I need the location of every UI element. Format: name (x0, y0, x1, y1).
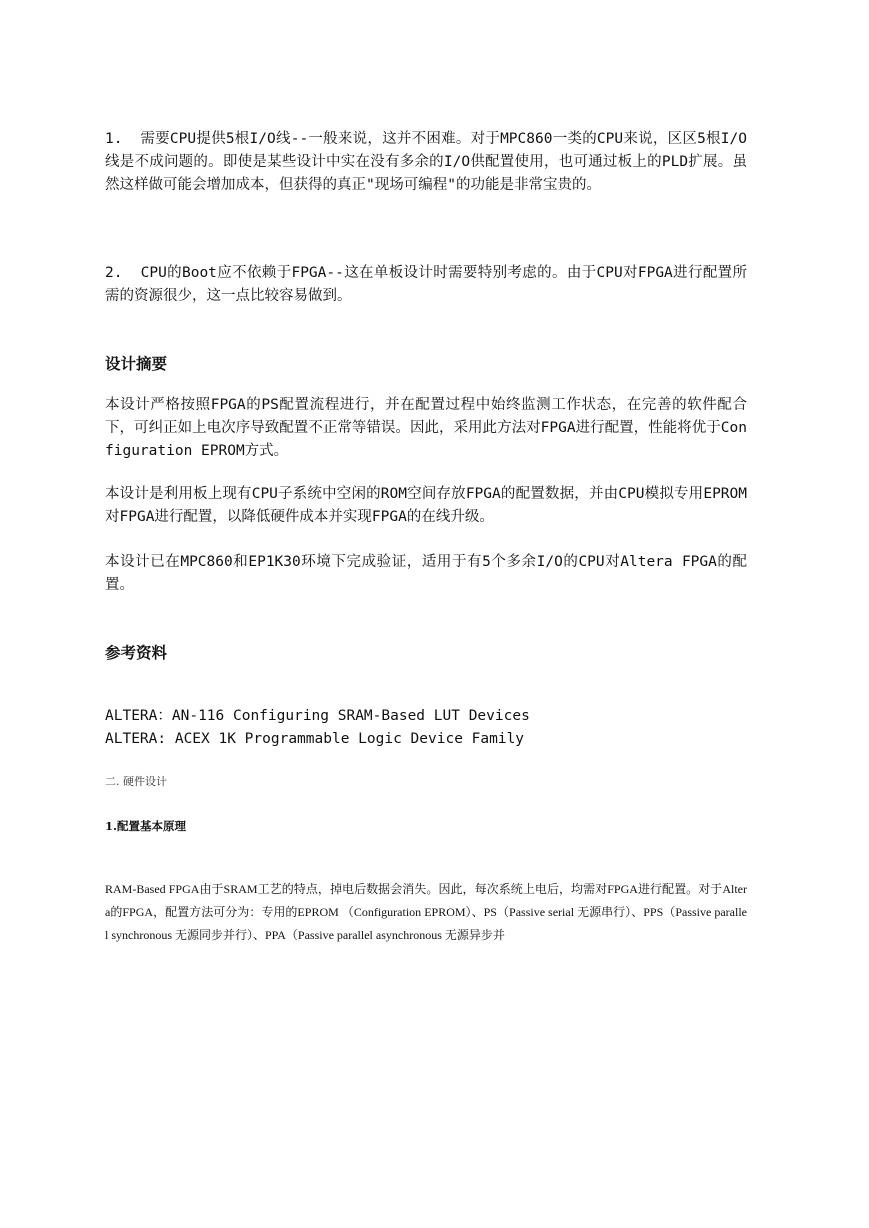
references-heading: 参考资料 (105, 644, 168, 662)
list-item-1 (105, 128, 747, 197)
list-item-number: 2. (105, 265, 123, 281)
subsection-title: 1.配置基本原理 (105, 819, 187, 833)
list-item-number: 1. (105, 131, 123, 147)
references-list (105, 705, 747, 751)
summary-paragraph: 本设计是利用板上现有CPU子系统中空闲的ROM空间存放FPGA的配置数据，并由CPU模拟专用EPROM对FPGA进行配置，以降低硬件成本并实现FPGA的在线升级。 (105, 486, 747, 525)
list-item-2 (105, 262, 747, 308)
summary-heading: 设计摘要 (105, 355, 168, 373)
section-title: 二. 硬件设计 (105, 775, 167, 788)
list-item-text: 需要CPU提供5根I/O线--一般来说，这并不困难。对于MPC860一类的CPU来说，区区5根I/O线是不成问题的。即使是某些设计中实在没有多余的I/O供配置使用，也可通过板上的PLD扩展。虽然这样做可能会增加成本，但获得的真正"现场可编程"的功能是非常宝贵的。 (105, 131, 747, 193)
hardware-paragraph: RAM-Based FPGA由于SRAM工艺的特点，掉电后数据会消失。因此，每次系统上电后，均需对FPGA进行配置。对于Altera的FPGA，配置方法可分为：专用的EPROM （Configuration EPROM）、PS（Passive serial 无源串行）、PPS（Passive parallel synchronous 无源同步并行）、PPA（Passive parallel asynchronous 无源异步并 (105, 882, 747, 942)
summary-paragraph: 本设计严格按照FPGA的PS配置流程进行，并在配置过程中始终监测工作状态，在完善的软件配合下，可纠正如上电次序导致配置不正常等错误。因此，采用此方法对FPGA进行配置，性能将优于Configuration EPROM方式。 (105, 397, 747, 459)
reference-line: ALTERA: ACEX 1K Programmable Logic Device Family (105, 731, 525, 747)
list-item-text: CPU的Boot应不依赖于FPGA--这在单板设计时需要特别考虑的。由于CPU对FPGA进行配置所需的资源很少，这一点比较容易做到。 (105, 265, 748, 304)
reference-line: ALTERA：AN-116 Configuring SRAM-Based LUT Devices (105, 708, 530, 724)
summary-paragraph: 本设计已在MPC860和EP1K30环境下完成验证，适用于有5个多余I/O的CPU对Altera FPGA的配置。 (105, 554, 747, 593)
